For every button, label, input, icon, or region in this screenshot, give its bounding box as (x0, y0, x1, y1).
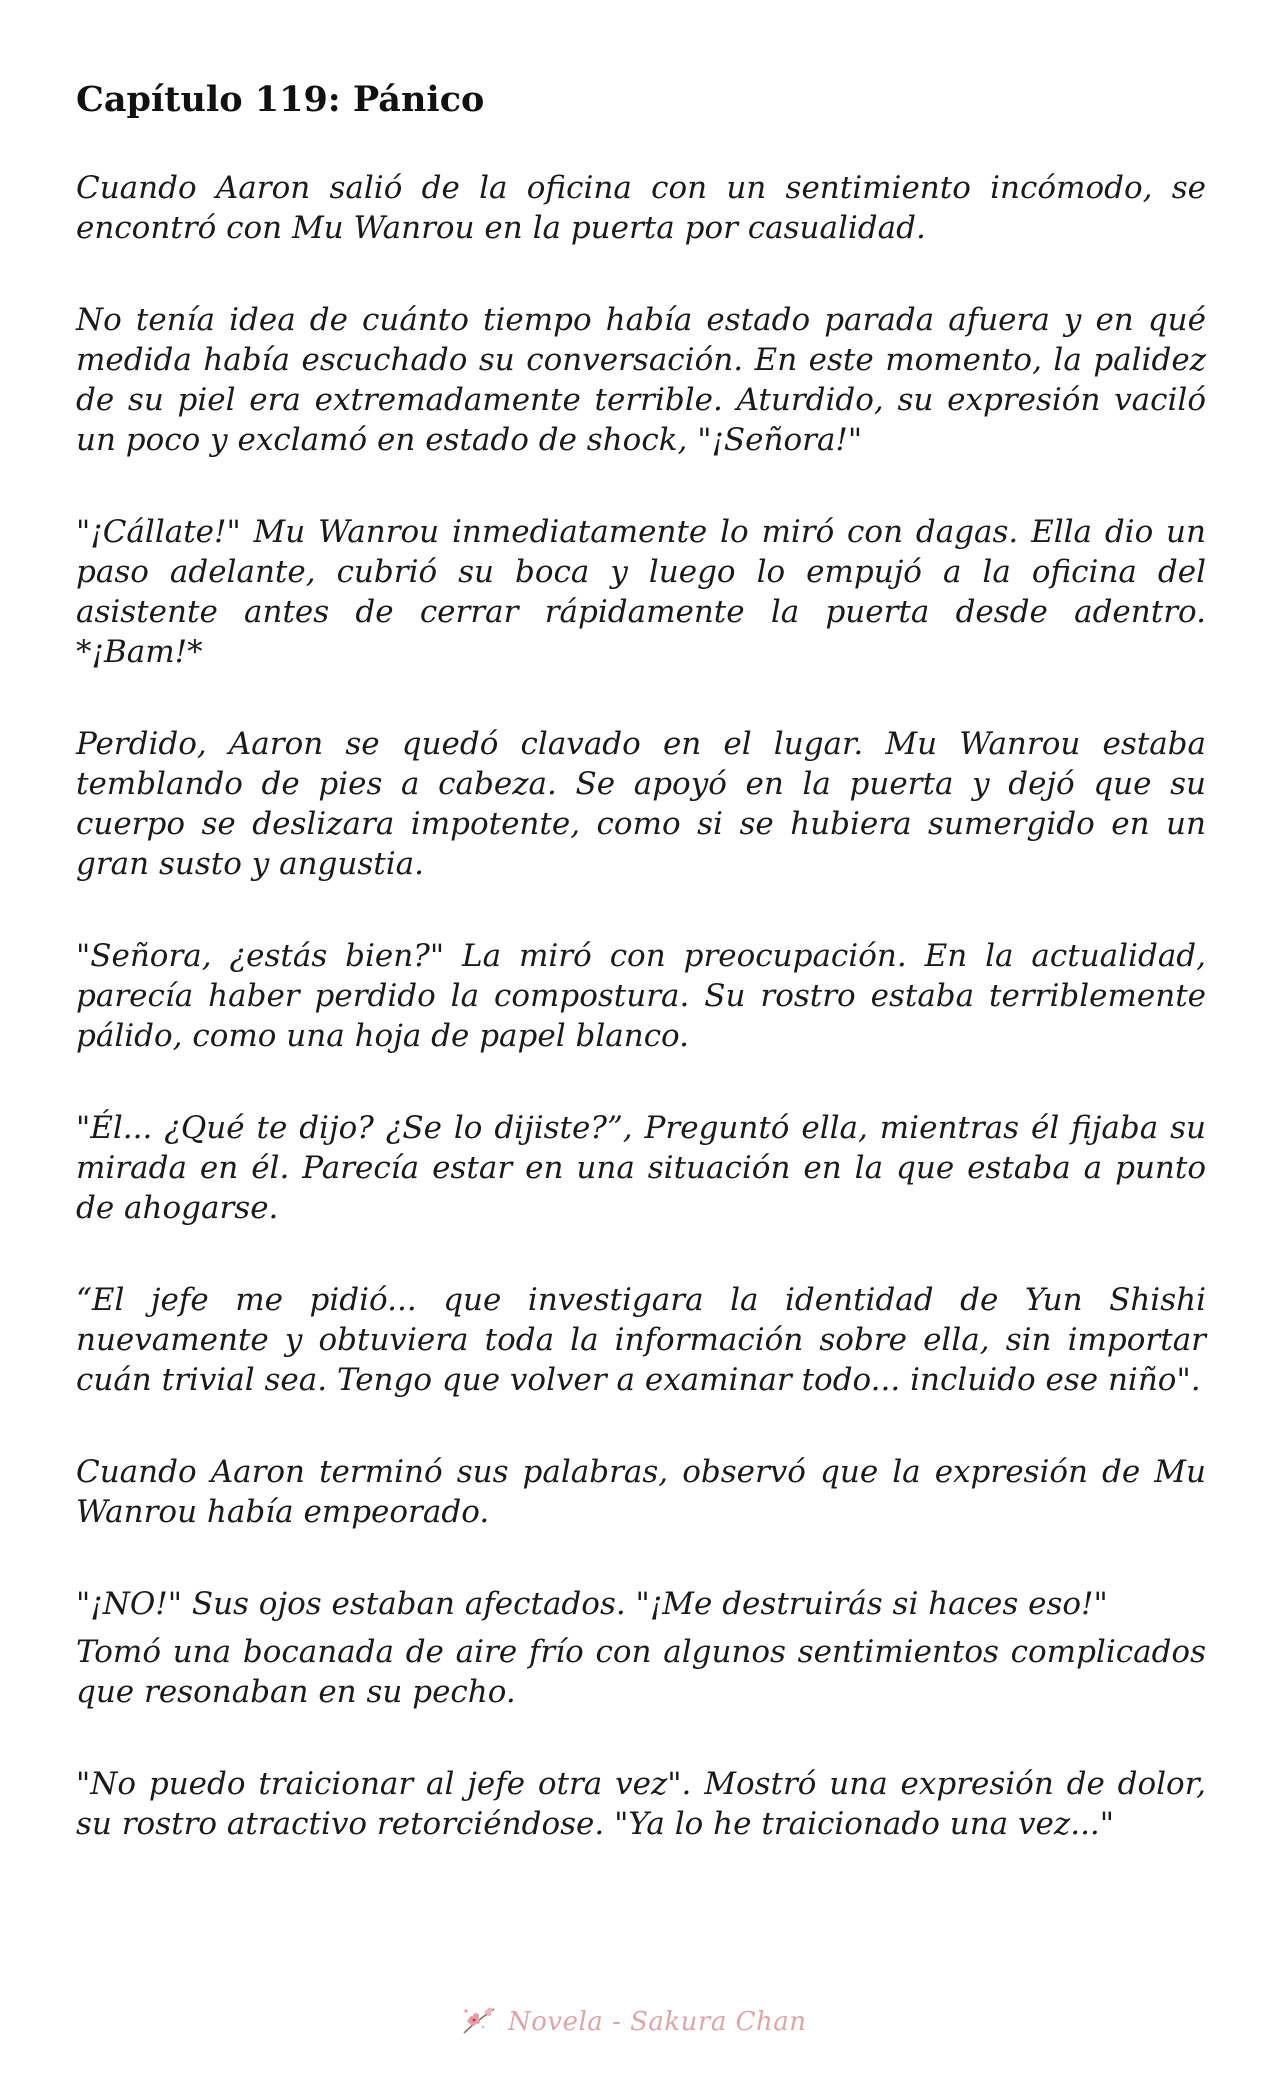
paragraph: Cuando Aaron terminó sus palabras, observó que la expresión de Mu Wanrou había empeorado. (76, 1454, 1206, 1530)
watermark (460, 1997, 840, 2047)
paragraph: "¡Cállate!" Mu Wanrou inmediatamente lo miró con dagas. Ella dio un paso adelante, cubrió su boca y luego lo empujó a la oficina del asistente antes de cerrar rápidamente la puerta desde adentro. *¡Bam!* (76, 514, 1206, 670)
chapter-title: Capítulo 119: Pánico (76, 79, 485, 120)
document-page (76, 76, 1206, 1896)
paragraph: Cuando Aaron salió de la oficina con un sentimiento incómodo, se encontró con Mu Wanrou en la puerta por casualidad. (76, 170, 1206, 246)
paragraph: Tomó una bocanada de aire frío con algunos sentimientos complicados que resonaban en su pecho. (76, 1634, 1206, 1710)
watermark-text: Novela - Sakura Chan (508, 2007, 807, 2037)
paragraph: "¡NO!" Sus ojos estaban afectados. "¡Me destruirás si haces eso!" (76, 1586, 1108, 1622)
paragraph: "No puedo traicionar al jefe otra vez". Mostró una expresión de dolor, su rostro atractivo retorciéndose. "Ya lo he traicionado una vez..." (76, 1766, 1206, 1842)
paragraph: "Él... ¿Qué te dijo? ¿Se lo dijiste?”, Preguntó ella, mientras él fijaba su mirada en él. Parecía estar en una situación en la que estaba a punto de ahogarse. (76, 1110, 1206, 1226)
paragraph: No tenía idea de cuánto tiempo había estado parada afuera y en qué medida había escuchado su conversación. En este momento, la palidez de su piel era extremadamente terrible. Aturdido, su expresión vaciló un poco y exclamó en estado de shock, "¡Señora!" (76, 302, 1206, 458)
paragraph: "Señora, ¿estás bien?" La miró con preocupación. En la actualidad, parecía haber perdido la compostura. Su rostro estaba terriblemente pálido, como una hoja de papel blanco. (76, 938, 1206, 1054)
paragraph: Perdido, Aaron se quedó clavado en el lugar. Mu Wanrou estaba temblando de pies a cabeza. Se apoyó en la puerta y dejó que su cuerpo se deslizara impotente, como si se hubiera sumergido en un gran susto y angustia. (76, 726, 1206, 882)
sakura-blossom-icon (460, 2003, 498, 2041)
paragraph: “El jefe me pidió... que investigara la identidad de Yun Shishi nuevamente y obtuviera toda la información sobre ella, sin importar cuán trivial sea. Tengo que volver a examinar todo... incluido ese niño". (76, 1282, 1206, 1398)
